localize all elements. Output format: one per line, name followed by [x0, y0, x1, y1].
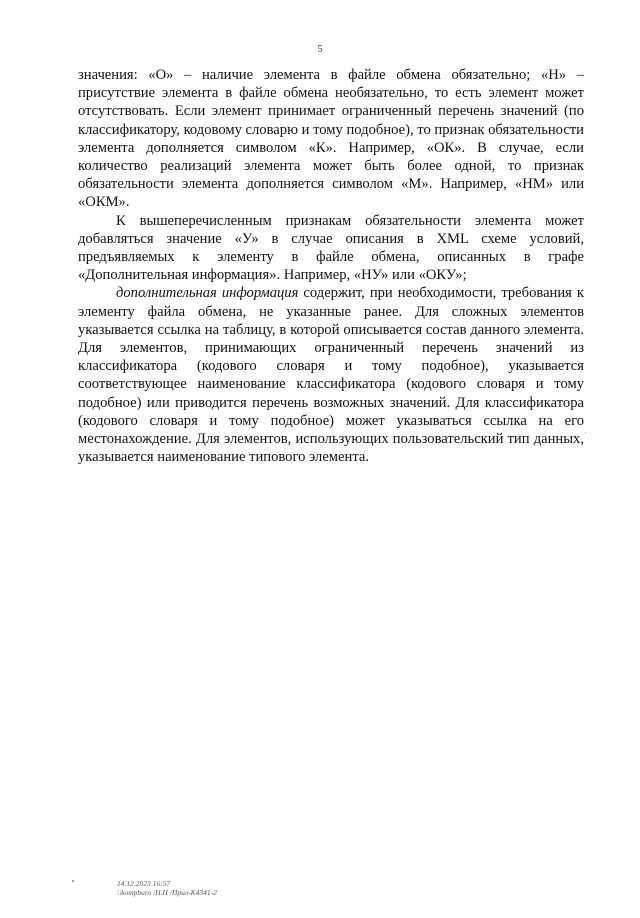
scan-speck	[585, 432, 586, 433]
page-number: 5	[317, 44, 323, 55]
footer-reference: \\kompburo /Н.Н /Прил-К4341-2	[117, 888, 217, 897]
paragraph-additional-flag: К вышеперечисленным признакам обязательности элемента может добавляться значение «У» в случае описания в XML схеме условий, предъявляемых к элементу в файле обмена, описанных в графе «Дополнительная информация». Например, «НУ» или «ОКУ»;	[78, 212, 584, 284]
paragraph-obligation-values: значения: «О» – наличие элемента в файле обмена обязательно; «Н» – присутствие элемента в файле обмена необязательно, то есть элемент может отсутствовать. Если элемент принимает ограниченный перечень значений (по классификатору, кодовому словарю и тому подобное), то признак обязательности элемента дополняется символом «К». Например, «ОК». В случае, если количество реализаций элемента может быть более одной, то признак обязательности элемента дополняется символом «М». Например, «НМ» или «ОКМ».	[78, 67, 584, 211]
term-additional-info: дополнительная информация	[116, 285, 299, 302]
scan-speck	[72, 880, 74, 882]
paragraph-additional-info	[78, 284, 584, 466]
footer-timestamp: 14.12.2023 16:57	[117, 879, 171, 888]
document-body	[78, 66, 584, 466]
footer-stamp	[117, 879, 217, 897]
paragraph-additional-info-text: содержит, при необходимости, требования к элементу файла обмена, не указанные ранее. Для сложных элементов указывается ссылка на таблицу, в которой описывается состав данного элемента. Для элементов, принимающих ограниченный перечень значений из классификатора (кодового словаря и тому подобное), указывается соответствующее наименование классификатора (кодового словаря и тому подобное) или приводится перечень возможных значений. Для классификатора (кодового словаря и тому подобное) может указываться ссылка на его местонахождение. Для элементов, использующих пользовательский тип данных, указывается наименование типового элемента.	[78, 285, 585, 466]
